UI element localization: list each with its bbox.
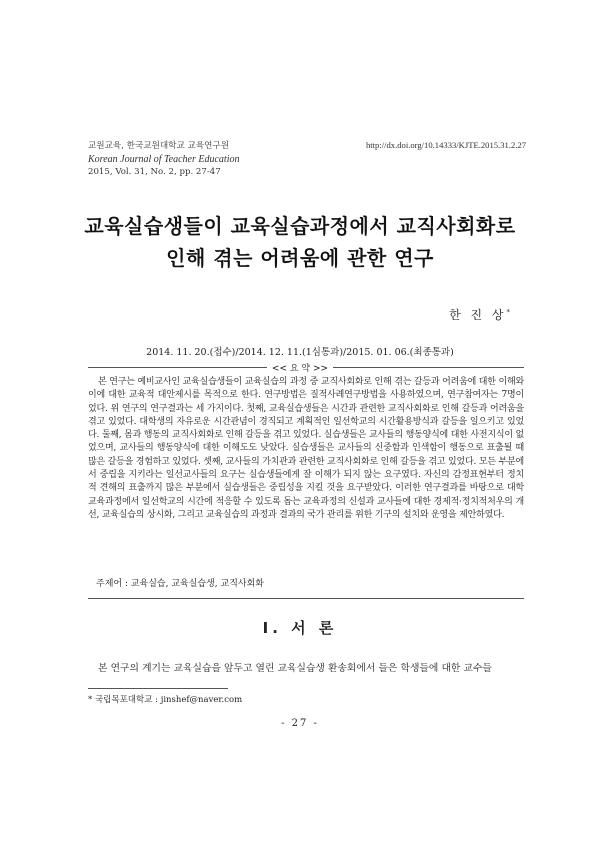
author-name: 한 진 상 (449, 308, 507, 322)
journal-header (88, 140, 239, 179)
title-line-2: 인해 겪는 어려움에 관한 연구 (166, 246, 434, 270)
title-line-1: 교육실습생들이 교육실습과정에서 교직사회화로 (84, 214, 516, 238)
keywords: 주제어 : 교육실습, 교육실습생, 교직사회화 (96, 579, 264, 589)
footnote-rule (88, 688, 228, 689)
volume-info: 2015, Vol. 31, No. 2, pp. 27-47 (88, 167, 221, 177)
publisher-text: 교원교육, 한국교원대학교 교육연구원 (88, 141, 230, 151)
doi-link[interactable]: http://dx.doi.org/10.14333/KJTE.2015.31.2.27 (365, 140, 526, 150)
author-footnote-mark: * (506, 308, 510, 316)
body-text: 본 연구의 계기는 교육실습을 앞두고 열린 교육실습생 환송회에서 들은 학생들에 대한 교수들 (98, 663, 492, 674)
section-heading: Ⅰ. 서 론 (262, 619, 338, 637)
page-number: - 27 - (281, 718, 319, 729)
footnote: * 국립목포대학교 : jinshef@naver.com (88, 695, 243, 705)
keywords-rule (88, 598, 524, 599)
journal-name: Korean Journal of Teacher Education (88, 154, 240, 165)
abstract-text: 본 연구는 예비교사인 교육실습생들이 교육실습의 과정 중 교직사회화로 인해 겪는 갈등과 어려움에 대한 이해와 이에 대한 교육적 대안제시를 목적으로 한다. 연구방법은 질적사례연구방법을 사용하였으며, 연구참여자는 7명이었다. 위 연구의 연구결과는 세 가지이다. 첫째, 교육실습생들은 시간과 관련한 교직사회화로 인해 갈등과 어려움을 겪고 있었다. 대학생의 자유로운 시간관념이 경직되고 계획적인 일선학교의 시간활용방식과 갈등을 일으키고 있었다. 둘째, 몸과 행동의 교직사회화로 인해 갈등을 겪고 있었다. 실습생들은 교사들의 행동양식에 대한 사전지식이 없었으며, 교사들의 행동양식에 대한 이해도도 낮았다. 실습생들은 교사들의 신중함과 인색함이 행동으로 표출될 때 많은 갈등을 경험하고 있었다. 셋째, 교사들의 가치관과 관련한 교직사회화로 인해 갈등을 겪고 있었다. 모든 부분에서 중립을 지키라는 일선교사들의 요구는 실습생들에게 잘 이해가 되지 않는 요구였다. 자신의 감정표현부터 정치적 견해의 표출까지 많은 부분에서 실습생들은 중립성을 지킬 것을 요구받았다. 이러한 연구결과를 바탕으로 대학교육과정에서 일선학교의 시간에 적응할 수 있도록 돕는 교육과정의 신설과 교사들에 대한 경제적·정치적처우의 개선, 교육실습의 상시화, 그리고 교육실습의 과정과 결과의 국가 관리를 위한 기구의 설치와 운영을 제안하였다. (88, 377, 524, 520)
author (449, 306, 510, 323)
paper-title (0, 210, 600, 274)
submission-dates: 2014. 11. 20.(접수)/2014. 12. 11.(1심통과)/2015. 01. 06.(최종통과) (146, 347, 454, 358)
abstract-label: << 요 약 >> (0, 361, 600, 374)
